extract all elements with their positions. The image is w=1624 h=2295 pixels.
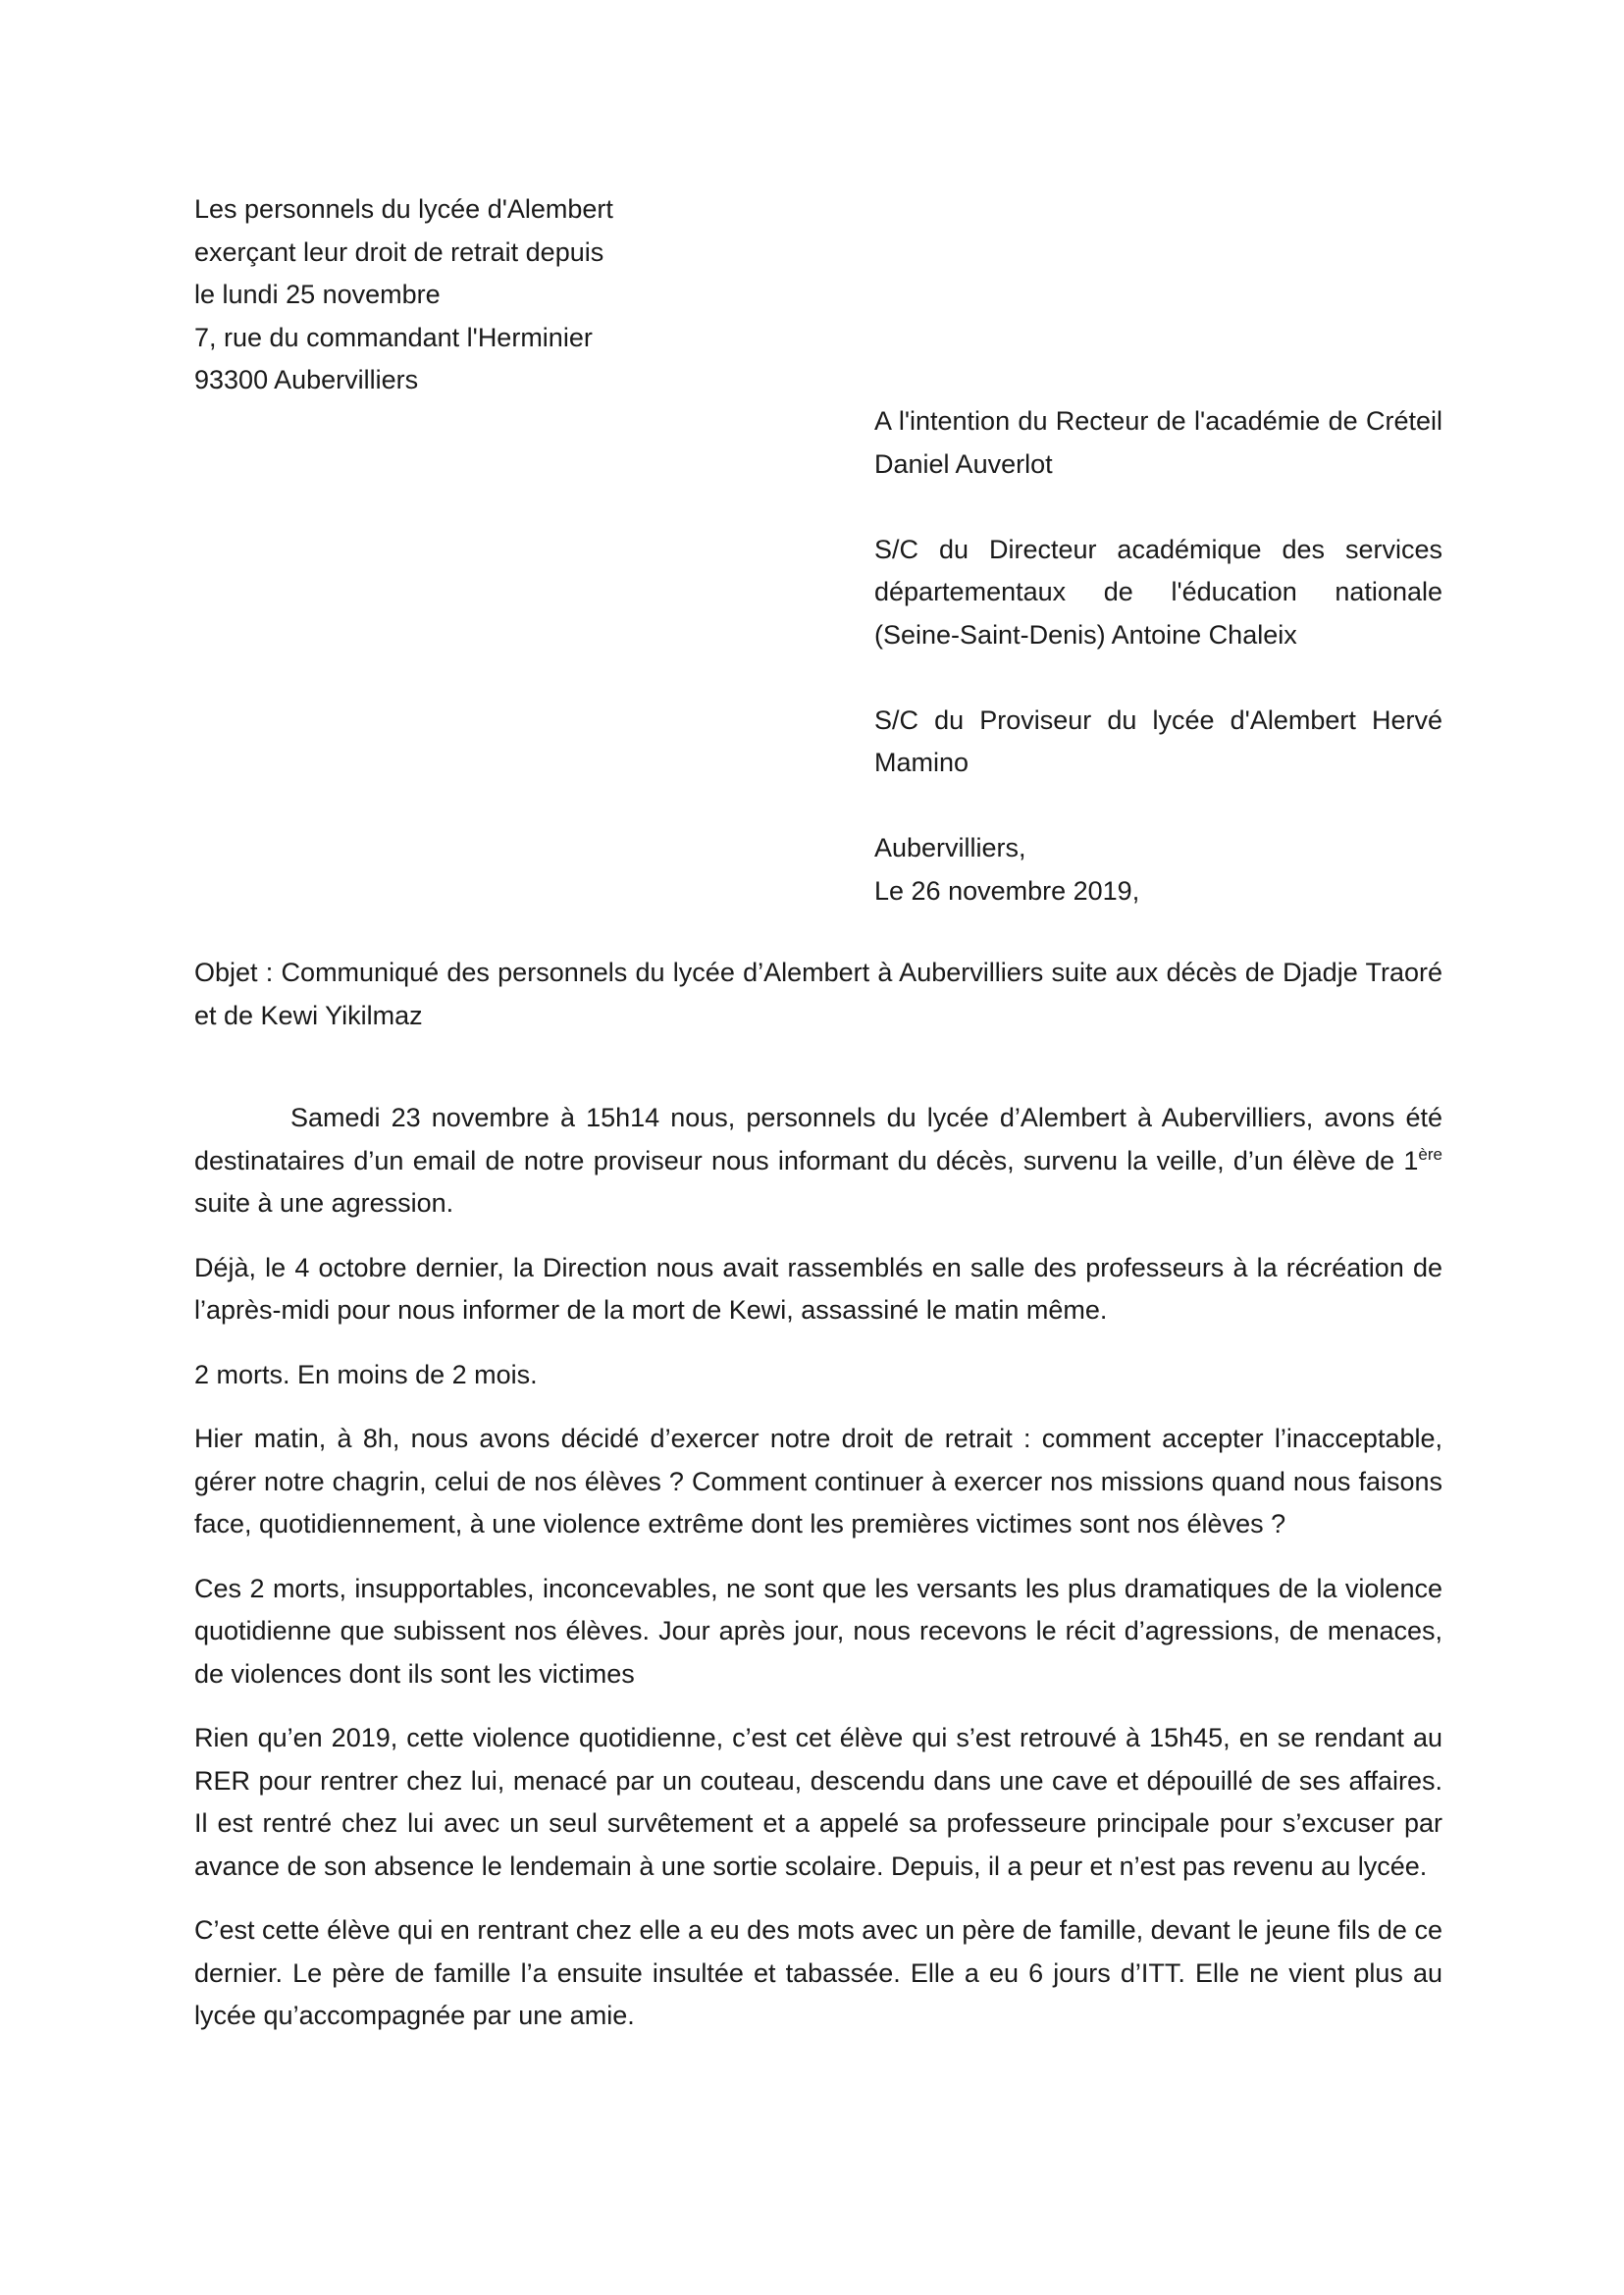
- body-paragraph: 2 morts. En moins de 2 mois.: [194, 1359, 538, 1389]
- sender-address: [194, 188, 881, 402]
- letter-date: Le 26 novembre 2019,: [874, 875, 1140, 906]
- body-paragraph: [194, 1097, 1442, 1226]
- recipient-sc-director: S/C du Directeur académique des services départementaux de l'éducation nationale (Seine-Saint-Denis) Antoine Chaleix: [874, 534, 1442, 650]
- ordinal-suffix: ère: [1418, 1144, 1442, 1164]
- recipient-sc-principal: S/C du Proviseur du lycée d'Alembert Hervé Mamino: [874, 704, 1442, 777]
- sender-line: Les personnels du lycée d'Alembert: [194, 194, 613, 224]
- recipient-block: [874, 400, 1442, 913]
- paragraph-text: Samedi 23 novembre à 15h14 nous, personnels du lycée d’Alembert à Aubervilliers, avons été destinataires d’un email de notre proviseur nous informant du décès, survenu la veille, d’un élève de 1: [194, 1103, 1442, 1175]
- letter-body: [194, 1097, 1442, 2060]
- body-paragraph: Ces 2 morts, insupportables, inconcevables, ne sont que les versants les plus dramatiques de la violence quotidienne que subissent nos élèves. Jour après jour, nous recevons le récit d’agressions, de menaces, de violences dont ils sont les victimes: [194, 1573, 1442, 1689]
- sender-line: exerçant leur droit de retrait depuis: [194, 236, 604, 267]
- body-paragraph: Rien qu’en 2019, cette violence quotidienne, c’est cet élève qui s’est retrouvé à 15h45, en se rendant au RER pour rentrer chez lui, menacé par un couteau, descendu dans une cave et dépouillé de ses affaires. Il est rentré chez lui avec un seul survêtement et a appelé sa professeure principale pour s’excuser par avance de son absence le lendemain à une sortie scolaire. Depuis, il a peur et n’est pas revenu au lycée.: [194, 1723, 1442, 1881]
- sender-line: 93300 Aubervilliers: [194, 365, 419, 394]
- letter-subject: Objet : Communiqué des personnels du lycée d’Alembert à Aubervilliers suite aux décès de Djadje Traoré et de Kewi Yikilmaz: [194, 958, 1442, 1030]
- letter-place: Aubervilliers,: [874, 833, 1026, 862]
- recipient-to: A l'intention du Recteur de l'académie de Créteil Daniel Auverlot: [874, 406, 1442, 479]
- body-paragraph: Hier matin, à 8h, nous avons décidé d’exercer notre droit de retrait : comment accepter l’inacceptable, gérer notre chagrin, celui de nos élèves ? Comment continuer à exercer nos missions quand nous faisons face, quotidiennement, à une violence extrême dont les premières victimes sont nos élèves ?: [194, 1424, 1442, 1539]
- sender-line: 7, rue du commandant l'Herminier: [194, 322, 593, 352]
- body-paragraph: C’est cette élève qui en rentrant chez elle a eu des mots avec un père de famille, devant le jeune fils de ce dernier. Le père de famille l’a ensuite insultée et tabassée. Elle a eu 6 jours d’ITT. Elle ne vient plus au lycée qu’accompagnée par une amie.: [194, 1915, 1442, 2030]
- paragraph-text: suite à une agression.: [194, 1188, 454, 1218]
- sender-line: le lundi 25 novembre: [194, 280, 441, 309]
- body-paragraph: Déjà, le 4 octobre dernier, la Direction nous avait rassemblés en salle des professeurs à la récréation de l’après-midi pour nous informer de la mort de Kewi, assassiné le matin même.: [194, 1252, 1442, 1325]
